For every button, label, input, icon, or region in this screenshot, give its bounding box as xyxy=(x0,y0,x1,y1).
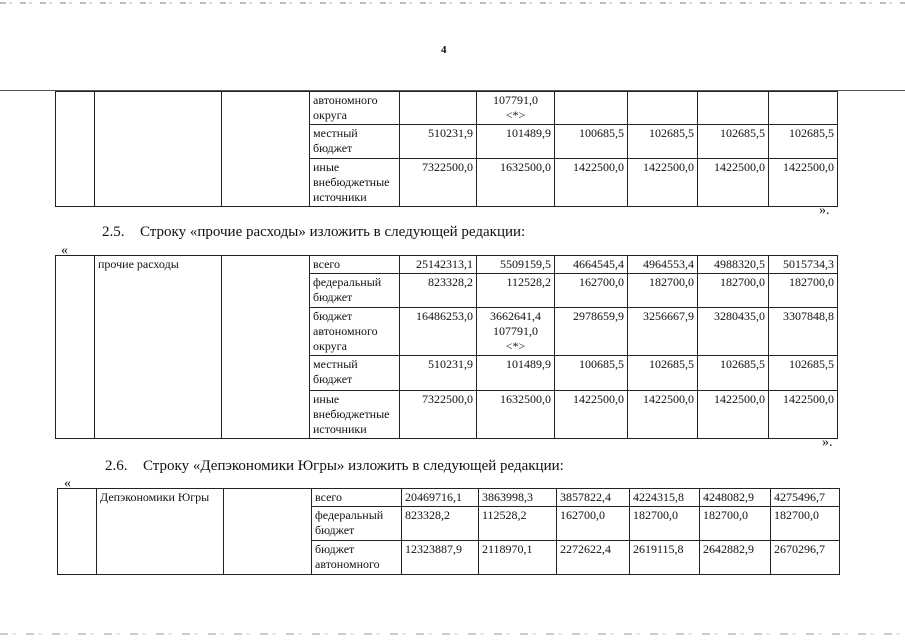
value-cell: 1632500,0 xyxy=(477,159,555,207)
value-cell xyxy=(400,92,477,125)
value-cell: 182700,0 xyxy=(628,274,698,308)
value-cell: 510231,9 xyxy=(400,356,477,391)
value-text: 107791,0 xyxy=(493,93,538,107)
value-cell: 823328,2 xyxy=(400,274,477,308)
value-cell: 1422500,0 xyxy=(769,159,838,207)
value-cell: 4248082,9 xyxy=(700,489,771,507)
footnote-marker: <*> xyxy=(505,108,526,122)
closing-quote: ». xyxy=(822,435,833,450)
value-cell: 1422500,0 xyxy=(769,391,838,439)
section-number: 2.5. xyxy=(102,224,125,240)
value-cell: 2619115,8 xyxy=(630,541,700,575)
footnote-marker: <*> xyxy=(505,339,526,353)
empty-cell xyxy=(224,489,312,575)
value-cell: 101489,9 xyxy=(477,356,555,391)
opening-quote: « xyxy=(61,243,68,258)
section-heading-2-6 xyxy=(105,458,564,475)
value-cell: 162700,0 xyxy=(557,507,630,541)
value-cell: 2978659,9 xyxy=(555,308,628,356)
empty-cell xyxy=(222,92,310,207)
row-label: иные внебюджетные источники xyxy=(310,159,400,207)
row-label: федеральный бюджет xyxy=(310,274,400,308)
value-cell: 1422500,0 xyxy=(555,159,628,207)
value-cell: 2642882,9 xyxy=(700,541,771,575)
value-cell: 1422500,0 xyxy=(698,391,769,439)
value-cell: 25142313,1 xyxy=(400,256,477,274)
value-cell: 102685,5 xyxy=(628,125,698,159)
section-text: Строку «прочие расходы» изложить в следующей редакции: xyxy=(140,224,526,240)
row-label: местный бюджет xyxy=(310,356,400,391)
section-number: 2.6. xyxy=(105,458,128,474)
value-text: 3662641,4 xyxy=(490,309,541,323)
scan-artifact-top xyxy=(0,2,905,4)
value-cell: 182700,0 xyxy=(769,274,838,308)
section-text: Строку «Депэкономики Югры» изложить в следующей редакции: xyxy=(143,458,564,474)
value-cell: 2118970,1 xyxy=(479,541,557,575)
row-label: иные внебюджетные источники xyxy=(310,391,400,439)
value-cell: 112528,2 xyxy=(479,507,557,541)
row-label: всего xyxy=(312,489,402,507)
value-cell: 102685,5 xyxy=(769,125,838,159)
value-cell: 5015734,3 xyxy=(769,256,838,274)
value-cell: 102685,5 xyxy=(698,125,769,159)
value-cell: 7322500,0 xyxy=(400,159,477,207)
value-cell: 182700,0 xyxy=(700,507,771,541)
value-cell: 102685,5 xyxy=(698,356,769,391)
table-row xyxy=(56,92,838,125)
empty-cell xyxy=(222,256,310,439)
value-cell: 100685,5 xyxy=(555,125,628,159)
empty-cell xyxy=(56,256,95,439)
row-label: бюджет автономного округа xyxy=(310,308,400,356)
value-cell: 112528,2 xyxy=(477,274,555,308)
value-cell: 1422500,0 xyxy=(555,391,628,439)
value-sub: 107791,0 xyxy=(493,324,538,338)
table-row xyxy=(56,256,838,274)
row-label: местный бюджет xyxy=(310,125,400,159)
value-cell: 5509159,5 xyxy=(477,256,555,274)
value-cell: 20469716,1 xyxy=(402,489,479,507)
value-cell: 3857822,4 xyxy=(557,489,630,507)
value-cell: 1422500,0 xyxy=(628,159,698,207)
value-cell xyxy=(477,92,555,125)
prochie-raskhody-table xyxy=(55,255,838,439)
empty-cell xyxy=(58,489,97,575)
value-cell: 12323887,9 xyxy=(402,541,479,575)
value-cell: 823328,2 xyxy=(402,507,479,541)
value-cell: 4664545,4 xyxy=(555,256,628,274)
value-cell: 3863998,3 xyxy=(479,489,557,507)
value-cell: 7322500,0 xyxy=(400,391,477,439)
value-cell xyxy=(477,308,555,356)
value-cell: 100685,5 xyxy=(555,356,628,391)
value-cell xyxy=(698,92,769,125)
value-cell: 4224315,8 xyxy=(630,489,700,507)
row-label: федеральный бюджет xyxy=(312,507,402,541)
value-cell: 101489,9 xyxy=(477,125,555,159)
row-name: прочие расходы xyxy=(95,256,222,439)
value-cell: 102685,5 xyxy=(628,356,698,391)
value-cell: 182700,0 xyxy=(698,274,769,308)
empty-cell xyxy=(56,92,95,207)
section-heading-2-5 xyxy=(102,224,525,241)
opening-quote: « xyxy=(64,476,71,491)
row-label: автономного округа xyxy=(310,92,400,125)
value-cell: 4964553,4 xyxy=(628,256,698,274)
value-cell: 1422500,0 xyxy=(628,391,698,439)
continuation-table xyxy=(55,91,838,207)
value-cell: 182700,0 xyxy=(630,507,700,541)
value-cell: 4988320,5 xyxy=(698,256,769,274)
value-cell: 1422500,0 xyxy=(698,159,769,207)
value-cell: 1632500,0 xyxy=(477,391,555,439)
closing-quote: ». xyxy=(819,203,830,218)
table-row xyxy=(58,489,840,507)
value-cell xyxy=(628,92,698,125)
page-number: 4 xyxy=(441,44,447,56)
scan-artifact-bottom xyxy=(0,633,905,635)
depekonomiki-table xyxy=(57,488,840,575)
value-cell: 102685,5 xyxy=(769,356,838,391)
value-cell: 510231,9 xyxy=(400,125,477,159)
value-cell: 4275496,7 xyxy=(771,489,840,507)
row-name: Депэкономики Югры xyxy=(97,489,224,575)
row-label: бюджет автономного xyxy=(312,541,402,575)
value-cell: 2272622,4 xyxy=(557,541,630,575)
value-cell xyxy=(555,92,628,125)
empty-cell xyxy=(95,92,222,207)
value-cell: 162700,0 xyxy=(555,274,628,308)
value-cell: 3307848,8 xyxy=(769,308,838,356)
value-cell: 3256667,9 xyxy=(628,308,698,356)
value-cell: 2670296,7 xyxy=(771,541,840,575)
value-cell: 3280435,0 xyxy=(698,308,769,356)
row-label: всего xyxy=(310,256,400,274)
value-cell: 182700,0 xyxy=(771,507,840,541)
value-cell: 16486253,0 xyxy=(400,308,477,356)
value-cell xyxy=(769,92,838,125)
